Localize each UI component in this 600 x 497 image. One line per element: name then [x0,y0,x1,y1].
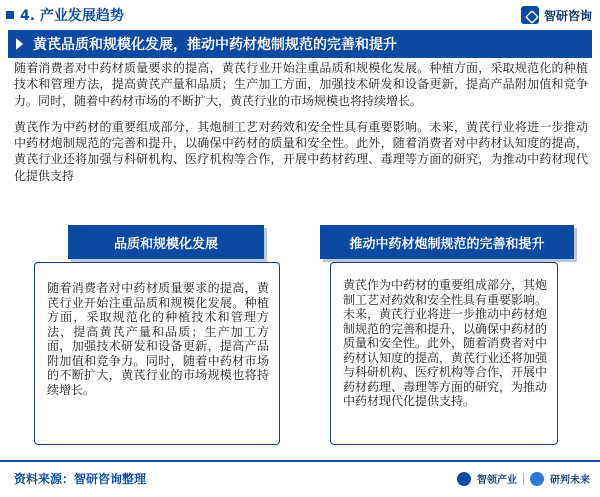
intro-text [14,60,588,194]
logo-icon [521,6,539,24]
top-bar [0,0,600,30]
footer-brand [457,471,590,486]
panel-heading-processing: 推动中药材炮制规范的完善和提升 [320,225,574,259]
brand-mark-icon [457,472,471,486]
brand-mark-icon-2 [530,472,544,486]
intro-paragraph-2: 黄芪作为中药材的重要组成部分，其炮制工艺对药效和安全性具有重要影响。未来，黄芪行业将进一步推动中药材炮制规范的完善和提升，以确保中药材的质量和安全性。此外，随着消费者对中药材认知度的提高，黄芪行业还将加强与科研机构、医疗机构等合作，开展中药材药理、毒理等方面的研究，为推动中药材现代化提供支持 [14,119,588,183]
footer [0,460,600,497]
footer-slogan-b: 研判未来 [550,475,590,486]
panel-quality-text: 随着消费者对中药材质量要求的提高，黄芪行业开始注重品质和规模化发展。种植方面，采取规范化的种植技术和管理方法，提高黄芪产量和品质；生产加工方面，加强技术研发和设备更新，提高产品附加值和竞争力。同时，随着中药材市场的不断扩大，黄芪行业的市场规模也将持续增长。 [47,281,269,397]
section-tag [0,4,124,26]
panel-processing-text: 黄芪作为中药材的重要组成部分，其炮制工艺对药效和安全性具有重要影响。未来，黄芪行业将进一步推动中药材炮制规范的完善和提升，以确保中药材的质量和安全性。此外，随着消费者对中药材认知度的提高，黄芪行业还将加强与科研机构、医疗机构等合作，开展中药材药理、毒理等方面的研究，为推动中药材现代化提供支持。 [343,278,548,408]
panel-heading-quality: 品质和规模化发展 [68,225,264,259]
panel-processing [330,262,558,445]
title-bar [8,30,592,58]
intro-paragraph-1: 随着消费者对中药材质量要求的提高，黄芪行业开始注重品质和规模化发展。种植方面，采取规范化的种植技术和管理方法，提高黄芪产量和品质；生产加工方面，加强技术研发和设备更新，提高产品附加值和竞争力。同时，随着中药材市场的不断扩大，黄芪行业的市场规模也将持续增长。 [14,61,588,108]
source-note: 资料来源：智研咨询整理 [14,472,147,486]
brand-logo [521,4,592,26]
divider [523,473,524,485]
footer-slogan-a: 智领产业 [477,475,517,486]
brand-name: 智研咨询 [543,8,592,23]
panel-quality [34,262,280,445]
square-bullet-icon [6,11,14,19]
section-label: 4. 产业发展趋势 [20,8,124,24]
page-title: 黄芪品质和规模化发展，推动中药材炮制规范的完善和提升 [33,37,397,53]
triangle-bullet-icon [16,38,23,50]
